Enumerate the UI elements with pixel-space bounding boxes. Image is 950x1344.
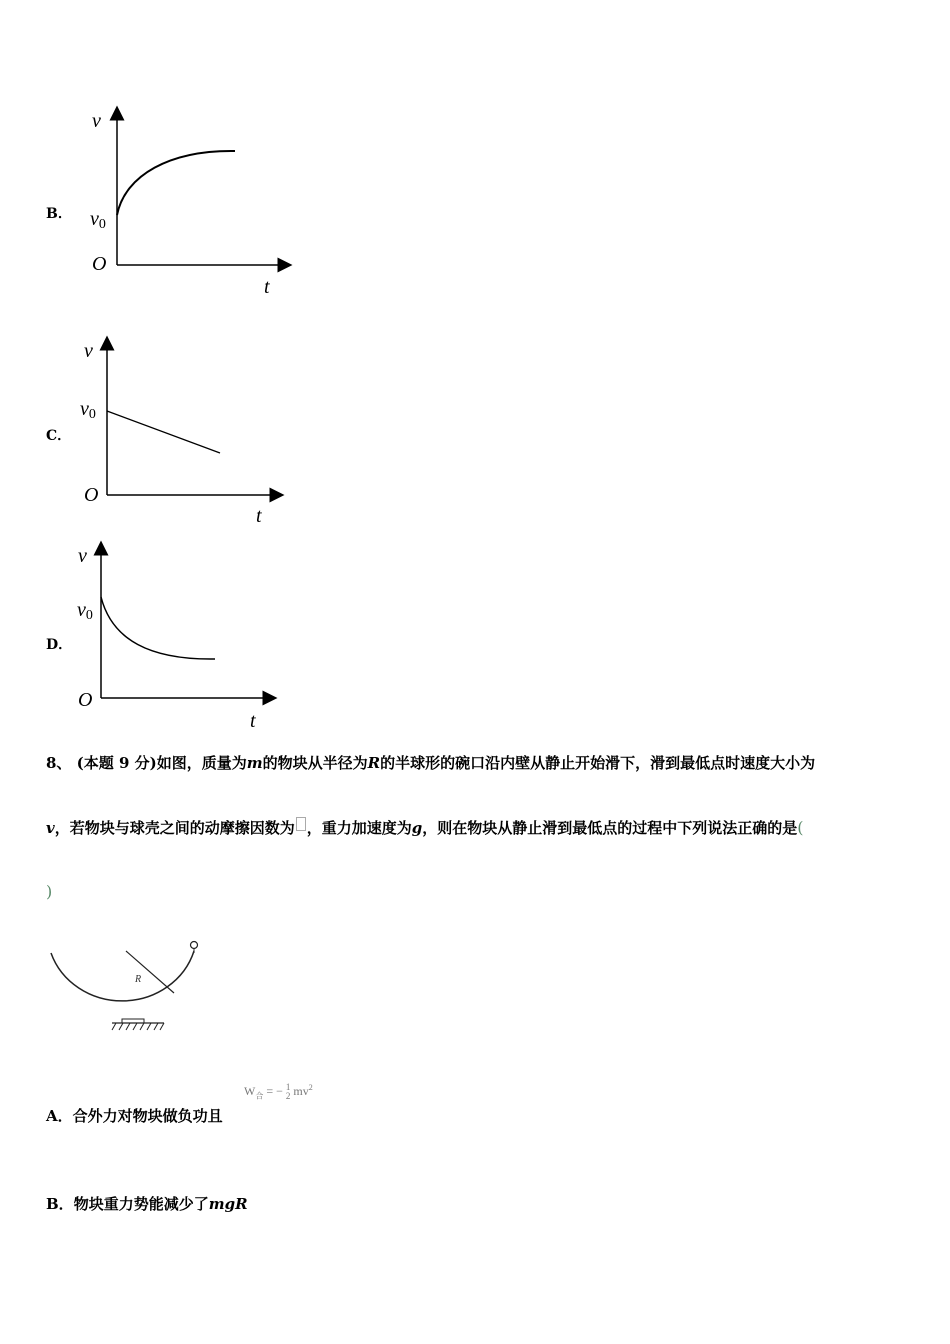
open-paren: ( (797, 818, 804, 837)
radius-label: R (135, 974, 142, 985)
answer-b-label: B． (46, 1195, 74, 1213)
mu-placeholder-icon (296, 817, 306, 831)
close-paren: ) (46, 882, 53, 901)
y-axis-label: v (84, 340, 93, 362)
x-axis-label: t (250, 710, 256, 732)
option-c-label: C． (46, 428, 72, 444)
answer-a-text: 合外力对物块做负功且 (72, 1107, 223, 1125)
question-line-2: v，若物块与球壳之间的动摩擦因数为 ，重力加速度为g，则在物块从静止滑到最低点的过程中下列说法正确的是( (46, 818, 804, 837)
option-d-label: D． (46, 637, 73, 653)
origin-label: O (92, 253, 107, 275)
x-axis-label: t (256, 505, 262, 527)
question-number: 8、 (46, 754, 72, 772)
v0-label: v0 (90, 208, 106, 232)
bowl-figure (44, 935, 209, 1045)
option-c-graph (72, 335, 332, 535)
answer-b[interactable] (46, 1193, 248, 1214)
x-axis-label: t (264, 276, 270, 298)
v0-label: v0 (80, 398, 96, 422)
answer-a-label: A． (46, 1107, 73, 1125)
v0-label: v0 (77, 599, 93, 623)
velocity-curve (117, 151, 235, 215)
block-icon (191, 942, 198, 949)
answer-b-emph: mgR (208, 1195, 248, 1213)
y-axis-label: v (78, 545, 87, 567)
answer-b-text: 物块重力势能减少了 (73, 1195, 209, 1213)
answer-a-formula: $W_合$ = − 1 2 $mv^2$ (244, 1082, 313, 1102)
question-points: (本题 9 分) (76, 754, 157, 772)
origin-label: O (78, 689, 93, 711)
velocity-line (107, 411, 220, 453)
question-line-1: 8、 (本题 9 分)如图，质量为m的物块从半径为R的半球形的碗口沿内壁从静止开始滑下，滑到最低点时速度大小为 (46, 754, 816, 772)
option-b-graph (80, 105, 340, 305)
velocity-curve (101, 597, 215, 659)
option-d-graph (70, 540, 330, 740)
option-b-label: B． (46, 206, 72, 222)
answer-a[interactable] (46, 1105, 223, 1126)
origin-label: O (84, 484, 99, 506)
y-axis-label: v (92, 110, 101, 132)
